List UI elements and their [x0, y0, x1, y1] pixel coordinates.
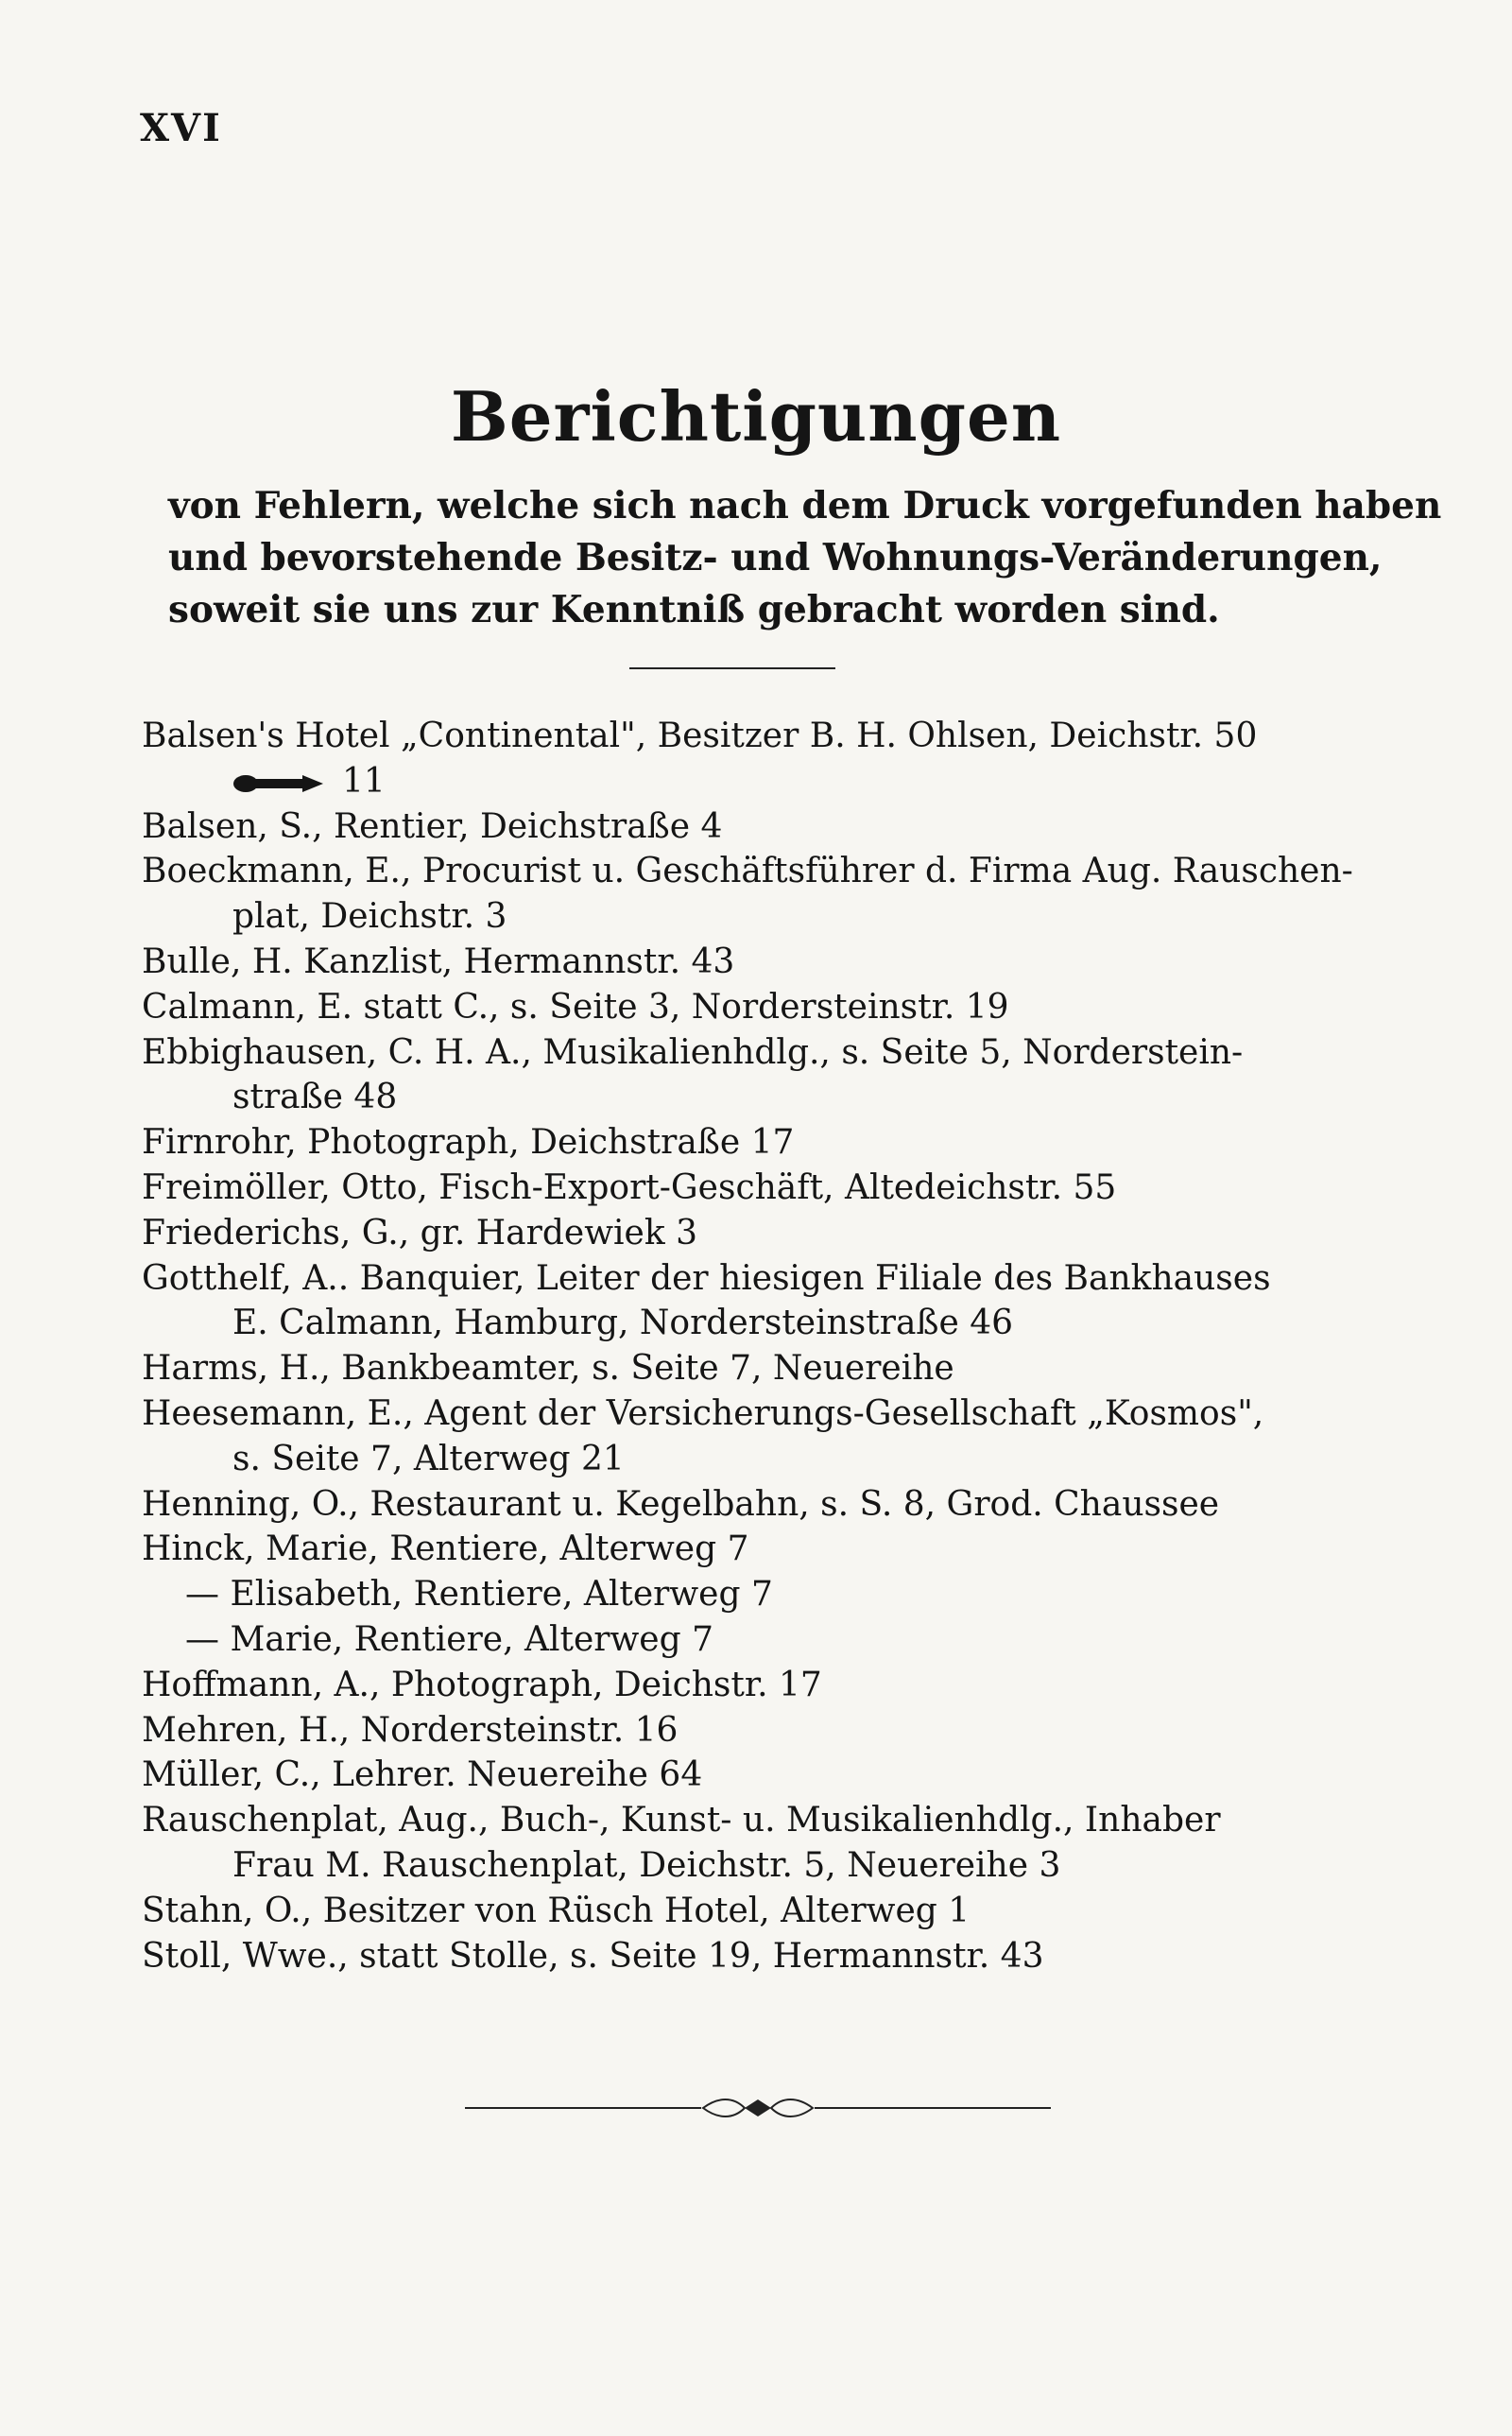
list-item: Hoffmann, A., Photograph, Deichstr. 17: [142, 1665, 822, 1704]
subtitle-line: und bevorstehende Besitz- und Wohnungs-Veränderungen,: [168, 536, 1383, 579]
title-divider: [629, 667, 835, 669]
list-item: Harms, H., Bankbeamter, s. Seite 7, Neuereihe: [142, 1349, 954, 1389]
list-item: Gotthelf, A.. Banquier, Leiter der hiesigen Filiale des Bankhauses: [142, 1258, 1271, 1298]
subtitle-line: von Fehlern, welche sich nach dem Druck vorgefunden haben: [168, 484, 1442, 527]
list-item: Henning, O., Restaurant u. Kegelbahn, s. S. 8, Grod. Chaussee: [142, 1484, 1220, 1524]
list-item: Calmann, E. statt C., s. Seite 3, Nordersteinstr. 19: [142, 987, 1009, 1027]
list-item: Firnrohr, Photograph, Deichstraße 17: [142, 1123, 795, 1163]
list-item-continuation: plat, Deichstr. 3: [232, 897, 507, 937]
list-item: Hinck, Marie, Rentiere, Alterweg 7: [142, 1529, 749, 1569]
list-item-continuation: Frau M. Rauschenplat, Deichstr. 5, Neuereihe 3: [232, 1845, 1061, 1885]
telephone-icon: [232, 773, 327, 794]
subtitle: [168, 480, 1442, 636]
list-item: — Marie, Rentiere, Alterweg 7: [185, 1619, 713, 1659]
list-item: Boeckmann, E., Procurist u. Geschäftsführer d. Firma Aug. Rauschen-: [142, 852, 1353, 891]
list-item: Stahn, O., Besitzer von Rüsch Hotel, Alterweg 1: [142, 1891, 971, 1930]
list-item-continuation: s. Seite 7, Alterweg 21: [232, 1439, 625, 1478]
list-item: Ebbighausen, C. H. A., Musikalienhdlg., s. Seite 5, Norderstein-: [142, 1032, 1244, 1072]
list-item: Heesemann, E., Agent der Versicherungs-Gesellschaft „Kosmos",: [142, 1393, 1264, 1433]
list-item: Balsen's Hotel „Continental", Besitzer B. H. Ohlsen, Deichstr. 50: [142, 717, 1258, 755]
list-item: Bulle, H. Kanzlist, Hermannstr. 43: [142, 942, 735, 981]
list-item: — Elisabeth, Rentiere, Alterweg 7: [185, 1575, 773, 1615]
list-item: [142, 759, 1342, 804]
list-item: Mehren, H., Nordersteinstr. 16: [142, 1710, 679, 1750]
list-item: Friederichs, G., gr. Hardewiek 3: [142, 1213, 697, 1253]
list-item-continuation: straße 48: [232, 1078, 398, 1117]
telephone-number: 11: [342, 761, 386, 801]
list-item: Balsen, S., Rentier, Deichstraße 4: [142, 806, 723, 846]
list-item: Rauschenplat, Aug., Buch-, Kunst- u. Musikalienhdlg., Inhaber: [142, 1801, 1221, 1840]
subtitle-line: soweit sie uns zur Kenntniß gebracht worden sind.: [168, 588, 1220, 631]
list-item: Freimöller, Otto, Fisch-Export-Geschäft, Altedeichstr. 55: [142, 1167, 1117, 1207]
end-ornament: [465, 2094, 1051, 2122]
list-item: Müller, C., Lehrer. Neuereihe 64: [142, 1755, 703, 1795]
corrections-list: [142, 714, 1353, 1978]
list-item: Stoll, Wwe., statt Stolle, s. Seite 19, Hermannstr. 43: [142, 1936, 1044, 1976]
list-item-continuation: E. Calmann, Hamburg, Nordersteinstraße 46: [232, 1304, 1014, 1343]
page-number: XVI: [140, 106, 222, 150]
page-title: Berichtigungen: [450, 376, 1062, 457]
